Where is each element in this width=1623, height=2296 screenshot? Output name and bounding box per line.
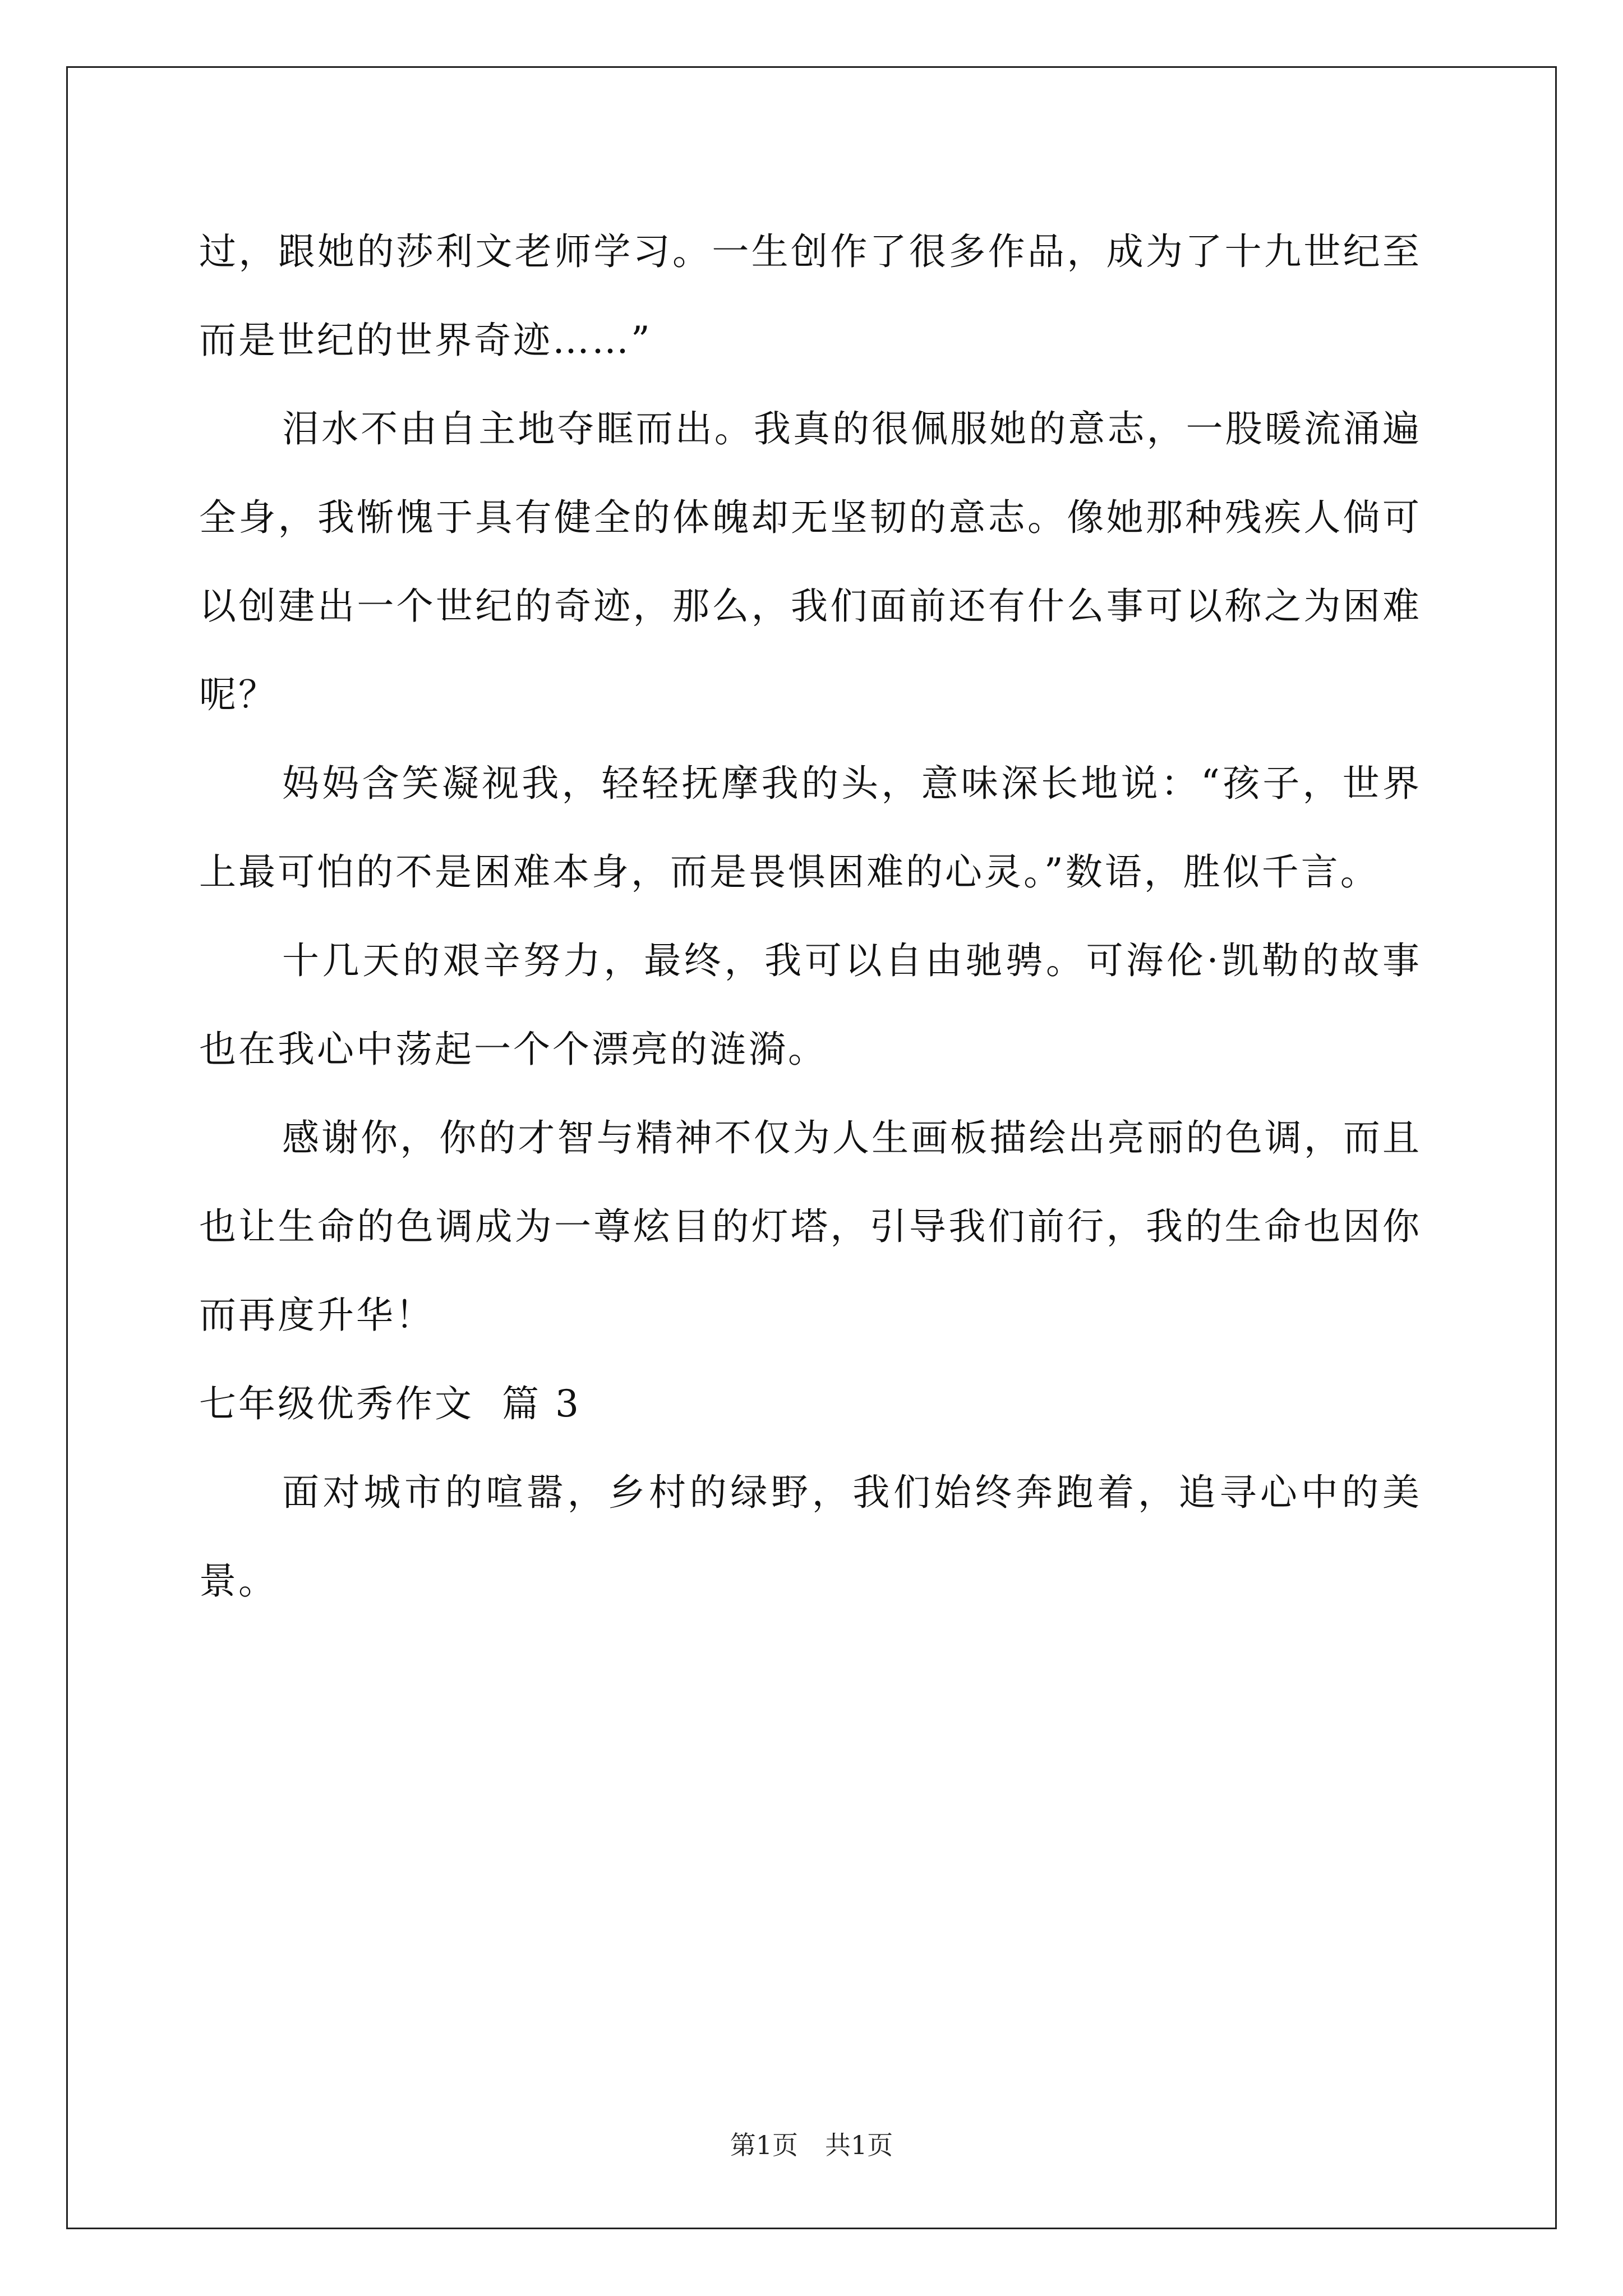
paragraph-3: 妈妈含笑凝视我，轻轻抚摩我的头，意味深长地说：“孩子，世界上最可怕的不是困难本身，而是畏惧困难的心灵。”数语，胜似千言。 — [199, 762, 1422, 894]
paragraph-2: 泪水不由自主地夺眶而出。我真的很佩服她的意志，一股暖流涌遍全身，我惭愧于具有健全的体魄却无坚韧的意志。像她那种残疾人倘可以创建出一个世纪的奇迹，那么，我们面前还有什么事可以称之为困难呢？ — [199, 407, 1422, 716]
document-body — [199, 208, 1422, 1626]
paragraph-5: 感谢你，你的才智与精神不仅为人生画板描绘出亮丽的色调，而且也让生命的色调成为一尊炫目的灯塔，引导我们前行，我的生命也因你而再度升华！ — [199, 1116, 1422, 1337]
paragraph-1: 过，跟她的莎利文老师学习。一生创作了很多作品，成为了十九世纪至而是世纪的世界奇迹……” — [199, 230, 1422, 362]
page-total: 共1页 — [825, 2130, 893, 2160]
paragraph-6: 面对城市的喧嚣，乡村的绿野，我们始终奔跑着，追寻心中的美景。 — [199, 1471, 1422, 1603]
page-number: 第1页 — [730, 2130, 798, 2160]
page-footer — [0, 2125, 1623, 2162]
section-heading: 七年级优秀作文 篇 3 — [199, 1382, 581, 1425]
paragraph-4: 十几天的艰辛努力，最终，我可以自由驰骋。可海伦·凯勒的故事也在我心中荡起一个个漂亮的涟漪。 — [199, 939, 1422, 1071]
